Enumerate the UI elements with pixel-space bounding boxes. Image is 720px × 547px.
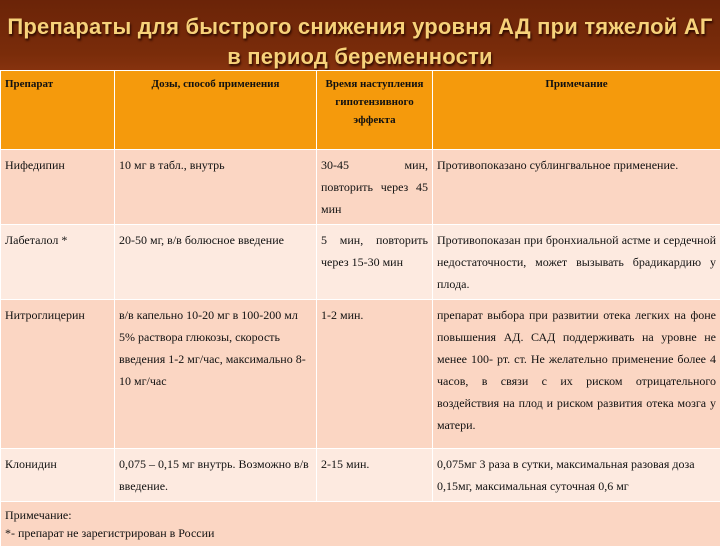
table-header-row [1,71,720,150]
table-row [1,150,720,225]
footnote-label: Примечание: [5,506,716,524]
cell-note: Противопоказан при бронхиальной астме и сердечной недостаточности, может вызывать брадикардию у плода. [433,225,720,300]
cell-onset: 5 мин, повторить через 15-30 мин [317,225,433,300]
cell-drug: Клонидин [1,449,115,502]
cell-dose: в/в капельно 10-20 мг в 100-200 мл 5% раствора глюкозы, скорость введения 1-2 мг/час, максимально 8-10 мг/час [115,300,317,449]
table-row [1,225,720,300]
title-line-1: Препараты для быстрого снижения уровня АД при тяжелой АГ [0,12,720,42]
header-dose: Дозы, способ применения [115,71,317,150]
cell-dose: 0,075 – 0,15 мг внутрь. Возможно в/в введение. [115,449,317,502]
cell-note: препарат выбора при развитии отека легких на фоне повышения АД. САД поддерживать на уровне не менее 100- рт. ст. Не желательно применение более 4 часов, в связи с их риском отрицательного воздействия на плод и риском развития отека мозга у матери. [433,300,720,449]
slide-title [0,12,720,72]
table-row [1,449,720,502]
cell-note: 0,075мг 3 раза в сутки, максимальная разовая доза 0,15мг, максимальная суточная 0,6 мг [433,449,720,502]
table-row [1,300,720,449]
title-line-2: в период беременности [0,42,720,72]
cell-drug: Нитроглицерин [1,300,115,449]
header-drug: Препарат [1,71,115,150]
cell-drug: Нифедипин [1,150,115,225]
footnote-text: *- препарат не зарегистрирован в России [5,524,716,542]
cell-onset: 1-2 мин. [317,300,433,449]
cell-drug: Лабеталол * [1,225,115,300]
drug-table [0,70,720,547]
cell-note: Противопоказано сублингвальное применение. [433,150,720,225]
cell-dose: 10 мг в табл., внутрь [115,150,317,225]
cell-dose: 20-50 мг, в/в болюсное введение [115,225,317,300]
header-onset: Время наступления гипотензивного эффекта [317,71,433,150]
cell-onset: 30-45 мин, повторить через 45 мин [317,150,433,225]
header-note: Примечание [433,71,720,150]
cell-onset: 2-15 мин. [317,449,433,502]
